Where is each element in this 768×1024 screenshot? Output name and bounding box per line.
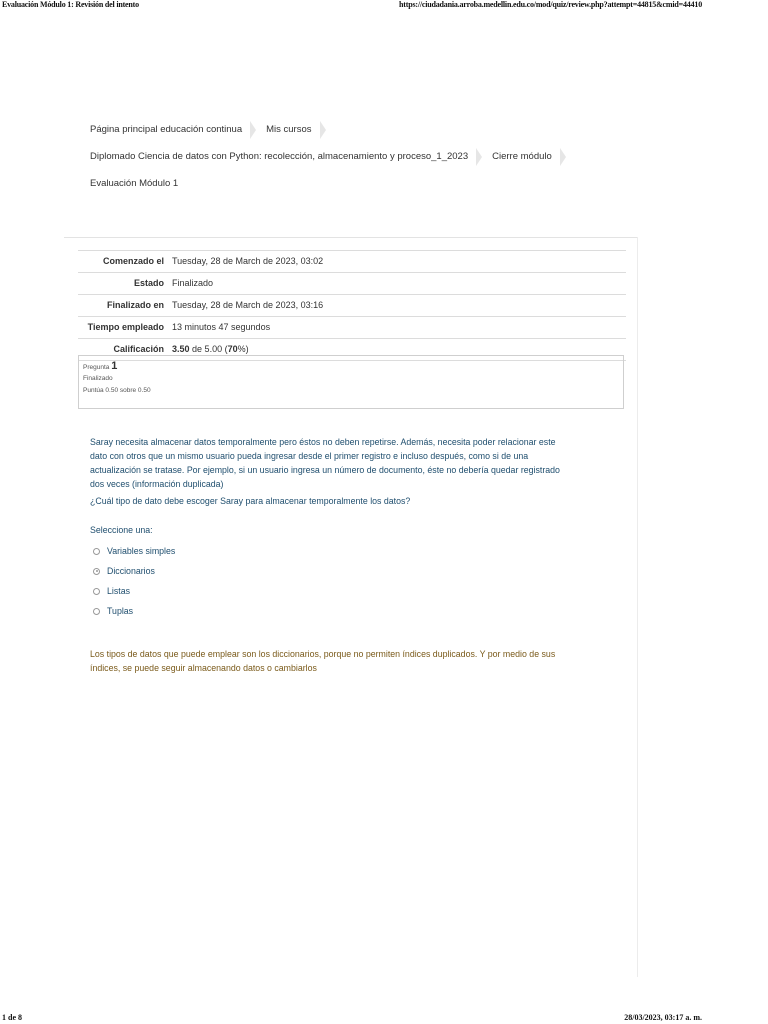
breadcrumb-item-home[interactable]	[90, 121, 266, 139]
summary-label: Estado	[133, 278, 164, 288]
breadcrumb-link[interactable]: Evaluación Módulo 1	[90, 178, 179, 189]
summary-label: Calificación	[113, 344, 164, 354]
answer-option-label: Tuplas	[107, 606, 134, 616]
breadcrumb-row	[90, 170, 576, 197]
breadcrumb-row	[90, 143, 576, 170]
answer-prompt: Seleccione una:	[90, 525, 153, 535]
breadcrumb-item-quiz[interactable]	[90, 178, 178, 189]
summary-value: Finalizado	[172, 278, 214, 288]
summary-row-started	[78, 251, 626, 273]
answer-option-label: Diccionarios	[107, 566, 155, 576]
summary-label: Comenzado el	[102, 256, 164, 266]
answer-option[interactable]	[90, 561, 175, 581]
answer-block	[90, 525, 175, 621]
summary-label: Finalizado en	[106, 300, 164, 310]
radio-unchecked-icon[interactable]	[93, 608, 100, 615]
breadcrumb-link[interactable]: Cierre módulo	[492, 151, 552, 162]
grade-percent: 70	[227, 344, 238, 354]
breadcrumb-item-section[interactable]	[492, 148, 576, 166]
general-feedback: Los tipos de datos que puede emplear son los diccionarios, porque no permiten índices duplicados. Y por medio de sus índices, se puede seguir almacenando datos o cambiarlos	[90, 649, 556, 673]
print-datetime: 28/03/2023, 03:17 a. m.	[624, 1013, 702, 1022]
content-divider	[64, 237, 638, 238]
summary-row-time	[78, 317, 626, 339]
summary-row-finished	[78, 295, 626, 317]
breadcrumb-separator-icon	[560, 148, 566, 166]
breadcrumb-row	[90, 116, 576, 143]
question-info-box	[78, 355, 624, 409]
summary-value: 13 minutos 47 segundos	[172, 322, 271, 332]
breadcrumb-item-my-courses[interactable]	[266, 121, 335, 139]
question-statement: Saray necesita almacenar datos temporalmente pero éstos no deben repetirse. Además, necesita poder relacionar este dato con otros que un mismo usuario pueda ingresar desde el primer registro e incluso después, como si de una actualización se tratase. Por ejemplo, si un usuario ingresa un número de documento, éste no debería quedar registrado dos veces (información duplicada)	[90, 437, 560, 489]
question-number-value: 1	[111, 360, 118, 372]
print-page-url: https://ciudadania.arroba.medellin.edu.co/mod/quiz/review.php?attempt=44815&cmid=44410	[399, 0, 702, 9]
breadcrumb-link[interactable]: Mis cursos	[266, 124, 312, 135]
question-text	[90, 435, 570, 508]
breadcrumb-separator-icon	[476, 148, 482, 166]
breadcrumb-separator-icon	[320, 121, 326, 139]
question-number-label: Pregunta	[83, 364, 110, 371]
answer-option[interactable]	[90, 581, 175, 601]
question-ask: ¿Cuál tipo de dato debe escoger Saray para almacenar temporalmente los datos?	[90, 496, 411, 506]
breadcrumb-separator-icon	[250, 121, 256, 139]
grade-of: de 5.00 (	[192, 344, 228, 354]
question-number	[83, 360, 619, 372]
answer-option-label: Variables simples	[107, 546, 176, 556]
print-page-title: Evaluación Módulo 1: Revisión del intento	[2, 0, 139, 9]
breadcrumb	[90, 116, 576, 197]
breadcrumb-link[interactable]: Diplomado Ciencia de datos con Python: recolección, almacenamiento y proceso_1_2023	[90, 151, 469, 162]
answer-option[interactable]	[90, 601, 175, 621]
radio-checked-icon[interactable]	[93, 568, 100, 575]
grade-close: %)	[237, 344, 249, 354]
answer-option-label: Listas	[107, 586, 130, 596]
print-page-number: 1 de 8	[2, 1013, 22, 1022]
content-border	[637, 237, 638, 977]
question-grade: Puntúa 0.50 sobre 0.50	[83, 387, 151, 394]
summary-value: Tuesday, 28 de March de 2023, 03:16	[172, 300, 324, 310]
grade-score: 3.50	[172, 344, 190, 354]
breadcrumb-item-course[interactable]	[90, 148, 492, 166]
breadcrumb-link[interactable]: Página principal educación continua	[90, 124, 243, 135]
summary-row-state	[78, 273, 626, 295]
question-state: Finalizado	[83, 375, 113, 382]
attempt-summary-table	[78, 250, 626, 361]
answer-option[interactable]	[90, 541, 175, 561]
radio-unchecked-icon[interactable]	[93, 548, 100, 555]
summary-label: Tiempo empleado	[87, 322, 164, 332]
summary-value: Tuesday, 28 de March de 2023, 03:02	[172, 256, 324, 266]
radio-unchecked-icon[interactable]	[93, 588, 100, 595]
